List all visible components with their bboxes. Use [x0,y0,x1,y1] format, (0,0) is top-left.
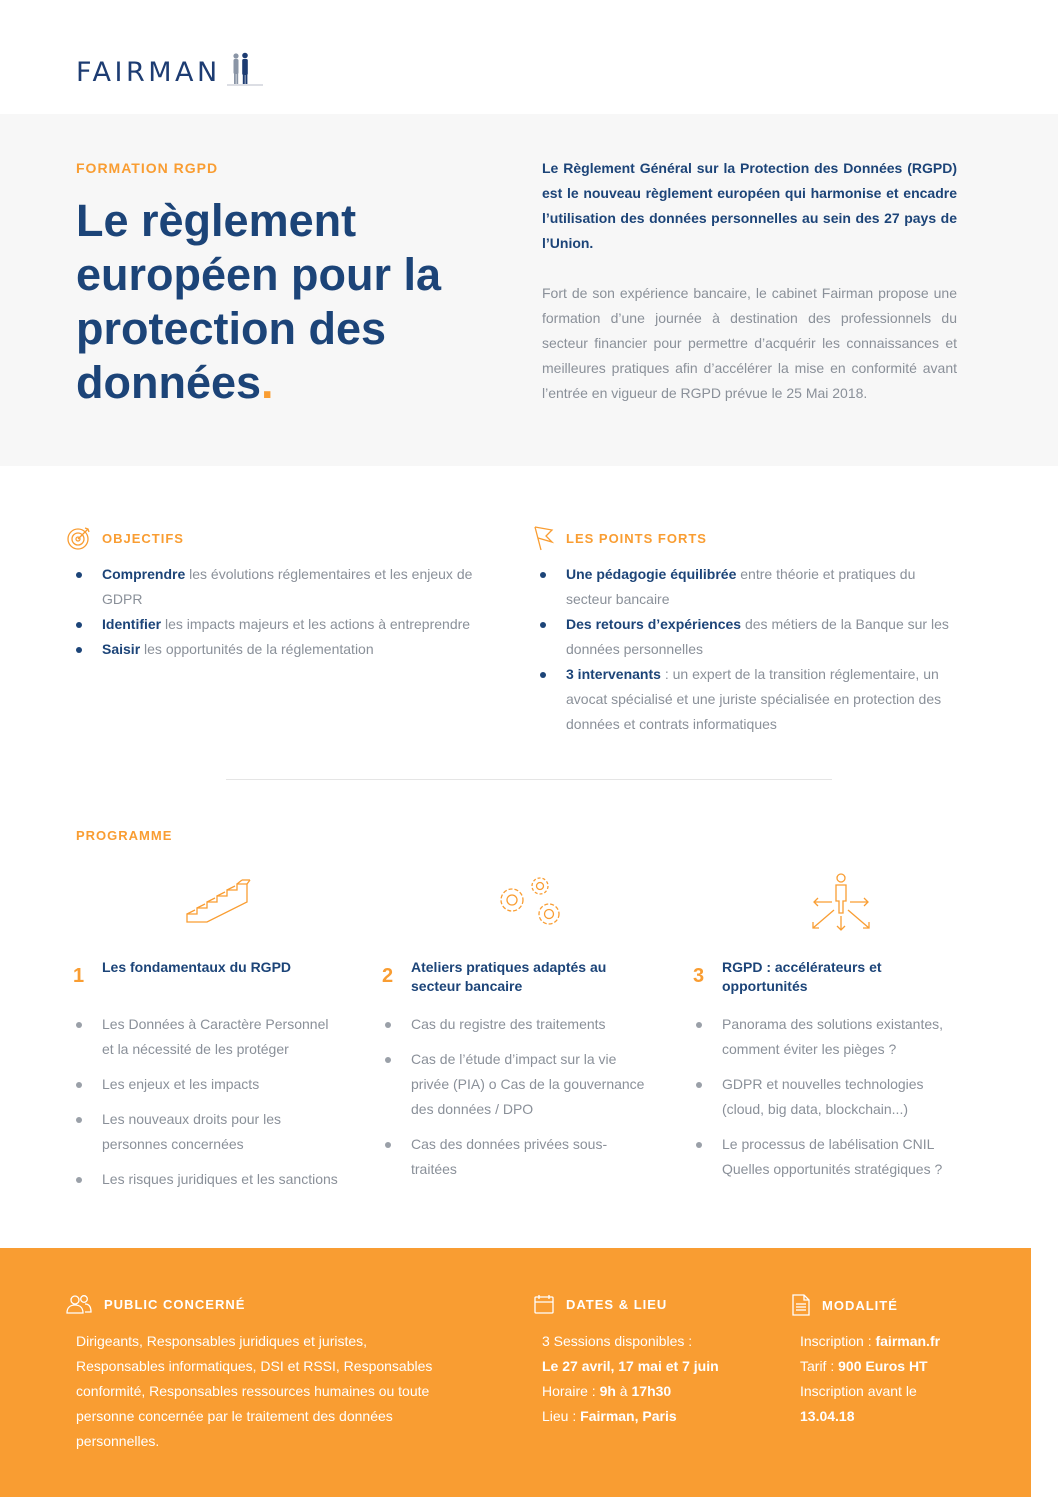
objectifs-list [76,562,488,662]
module-title: Ateliers pratiques adaptés au secteur bancaire [411,959,607,994]
deadline-value: 13.04.18 [800,1408,855,1424]
document-icon [792,1294,810,1316]
list-item [540,612,958,662]
list-item-text: : un expert de la transition réglementaire, un avocat spécialisé et une juriste spécialisée en protection des données et contrats informatiques [566,666,942,732]
hero-kicker: FORMATION RGPD [76,160,219,176]
list-item [76,612,488,637]
list-item-text: les évolutions réglementaires et les enjeux de GDPR [102,566,473,607]
list-item: Cas de l’étude d’impact sur la vie privée (PIA) o Cas de la gouvernance des données / DPO [385,1047,647,1122]
modalite-heading [792,1294,898,1316]
list-item: Panorama des solutions existantes, comment éviter les pièges ? [696,1012,964,1062]
hero-description: Fort de son expérience bancaire, le cabinet Fairman propose une formation d’une journée à destination des professionnels du secteur financier pour permettre d’acquérir les connaissances et meilleures pratiques afin d’accélérer la mise en conformité avant l’entrée en vigueur de RGPD prévue le 25 Mai 2018. [542,285,957,401]
module-1-list [76,1012,338,1202]
fairman-logo [76,52,263,86]
hero-title-dot: . [261,357,274,408]
list-item: Les nouveaux droits pour les personnes concernées [76,1107,338,1157]
public-heading [66,1294,245,1314]
section-divider [226,779,832,780]
brand-name: FAIRMAN [76,57,221,88]
list-item [76,637,488,662]
dates-heading [534,1294,667,1314]
horaire-end: 17h30 [631,1383,672,1399]
inscription-link[interactable]: fairman.fr [875,1333,941,1349]
list-item-bold: Une pédagogie équilibrée [566,566,737,582]
lieu-line [542,1404,772,1429]
dates-block [542,1329,772,1429]
lieu-label: Lieu : [542,1408,581,1424]
points-forts-heading [532,525,707,551]
target-icon [66,525,92,551]
list-item-bold: 3 intervenants [566,666,661,682]
objectifs-heading [66,525,184,551]
points-forts-heading-label: LES POINTS FORTS [566,530,707,546]
horaire-start: 9h [599,1383,616,1399]
list-item-bold: Des retours d’expériences [566,616,742,632]
list-item [540,562,958,612]
hero-title [76,194,516,410]
tarif-label: Tarif : [800,1358,839,1374]
list-item: Cas des données privées sous-traitées [385,1132,647,1182]
stairs-icon [184,876,252,926]
deadline-label: Inscription avant le [800,1383,917,1399]
horaire-line [542,1379,772,1404]
public-heading-label: PUBLIC CONCERNÉ [104,1296,246,1312]
module-number: 3 [693,965,705,987]
programme-heading: PROGRAMME [76,828,173,843]
modalite-block [800,1329,1000,1429]
module-3-list [696,1012,964,1192]
module-number: 1 [73,965,85,987]
crossroads-person-icon [810,872,872,932]
flag-icon [532,525,556,551]
tarif-value: 900 Euros HT [838,1358,928,1374]
list-item: Les risques juridiques et les sanctions [76,1167,338,1192]
calendar-icon [534,1294,554,1314]
public-text: Dirigeants, Responsables juridiques et juristes, Responsables informatiques, DSI et RSSI, Responsables conformité, Responsables ressources humaines ou toute personne concernée par le traitement des données personnelles. [76,1333,433,1449]
list-item-text: les impacts majeurs et les actions à entreprendre [161,616,471,632]
module-title: RGPD : accélérateurs et opportunités [722,959,882,994]
list-item: Les Données à Caractère Personnel et la nécessité de les protéger [76,1012,338,1062]
list-item-text: entre théorie et pratiques du secteur bancaire [566,566,916,607]
module-title: Les fondamentaux du RGPD [102,959,292,975]
hero-title-text: Le règlement européen pour la protection des données [76,195,442,408]
list-item: Les enjeux et les impacts [76,1072,338,1097]
lieu-value: Fairman, Paris [580,1408,677,1424]
horaire-label: Horaire : [542,1383,600,1399]
modalite-heading-label: MODALITÉ [822,1297,898,1313]
points-forts-list [540,562,958,737]
list-item: GDPR et nouvelles technologies (cloud, big data, blockchain...) [696,1072,964,1122]
brand-figures-icon [227,52,263,86]
list-item-text: les opportunités de la réglementation [140,641,374,657]
module-number: 2 [382,965,394,987]
list-item-bold: Comprendre [102,566,186,582]
dates-heading-label: DATES & LIEU [566,1296,668,1312]
list-item: Cas du registre des traitements [385,1012,647,1037]
list-item-bold: Identifier [102,616,162,632]
hero-intro: Le Règlement Général sur la Protection des Données (RGPD) est le nouveau règlement européen qui harmonise et encadre l’utilisation des données personnelles au sein des 27 pays de l’Union. [542,160,957,251]
list-item: Le processus de labélisation CNIL Quelles opportunités stratégiques ? [696,1132,964,1182]
gears-icon [492,874,564,930]
sessions-text: 3 Sessions disponibles : [542,1333,693,1349]
module-2-list [385,1012,647,1192]
list-item [540,662,958,737]
list-item-bold: Saisir [102,641,141,657]
inscription-label: Inscription : [800,1333,876,1349]
horaire-mid: à [615,1383,632,1399]
objectifs-heading-label: OBJECTIFS [102,530,184,546]
dates-value: Le 27 avril, 17 mai et 7 juin [542,1358,719,1374]
list-item [76,562,488,612]
people-icon [66,1294,92,1314]
list-item-text: des métiers de la Banque sur les données personnelles [566,616,949,657]
